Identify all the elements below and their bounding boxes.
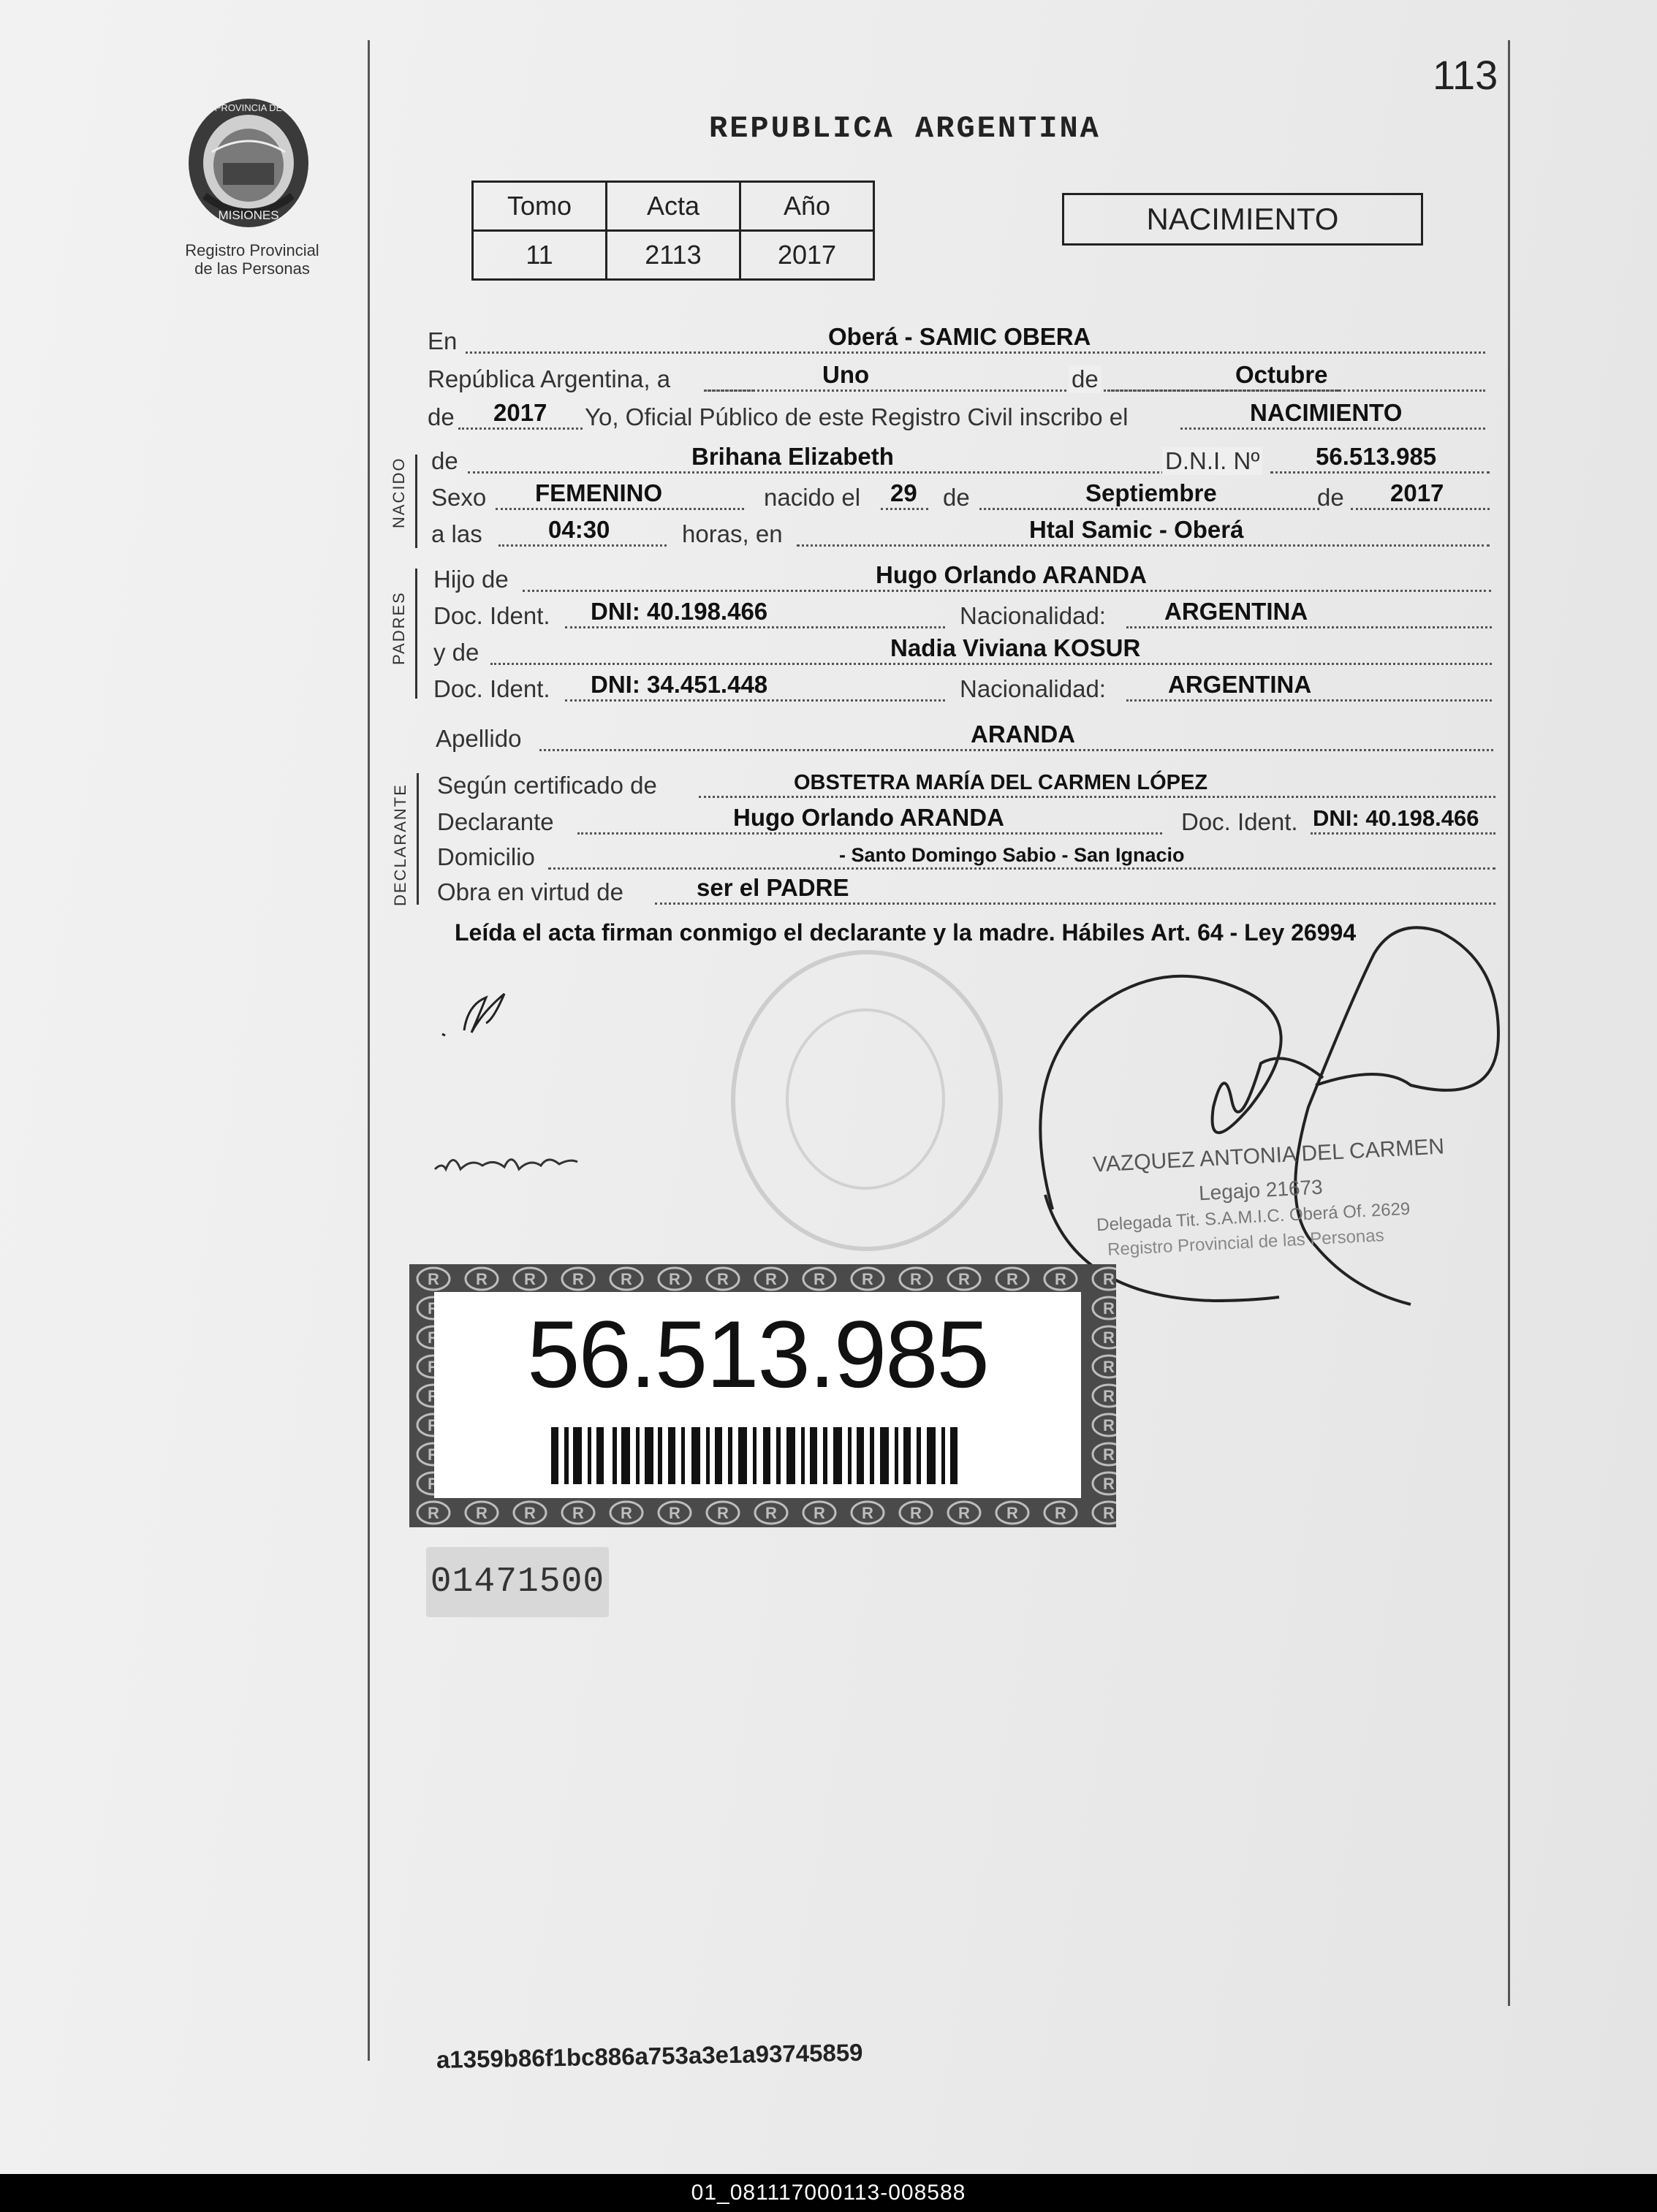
value-tipo-inscripcion: NACIMIENTO — [1250, 399, 1403, 426]
label-certificado: Según certificado de — [437, 772, 657, 799]
dots — [797, 544, 1490, 547]
value-anio-inscripcion: 2017 — [493, 399, 547, 426]
label-nacido-el: nacido el — [764, 484, 861, 511]
label-obra: Obra en virtud de — [437, 878, 623, 905]
label-republica: República Argentina, a — [428, 365, 671, 392]
label-doc-ident-declarante: Doc. Ident. — [1181, 808, 1298, 835]
row-padre-doc — [433, 598, 1493, 631]
dots — [539, 749, 1493, 751]
nacido-section-label: NACIDO — [390, 457, 408, 528]
row-fecha — [428, 361, 1487, 395]
label-de-mes: de — [943, 484, 970, 511]
label-oficial: Yo, Oficial Público de este Registro Civil inscribo el — [585, 403, 1129, 430]
document-hash: a1359b86f1bc886a753a3e1a93745859 — [436, 2038, 863, 2073]
value-certificado: OBSTETRA MARÍA DEL CARMEN LÓPEZ — [794, 771, 1208, 794]
row-nacido-nombre — [431, 443, 1491, 476]
label-de2: de — [428, 403, 455, 430]
value-mes-nacimiento: Septiembre — [1085, 479, 1217, 506]
declarant-signature — [435, 983, 537, 1049]
dots — [655, 902, 1495, 905]
label-horas-en: horas, en — [682, 520, 783, 547]
value-lugar-inscripcion: Oberá - SAMIC OBERA — [828, 323, 1091, 350]
acta-value-tomo: 11 — [473, 231, 607, 280]
logo-caption — [150, 241, 354, 278]
label-declarante: Declarante — [437, 808, 554, 835]
document-title: REPUBLICA ARGENTINA — [709, 111, 1101, 146]
value-domicilio: - Santo Domingo Sabio - San Ignacio — [839, 844, 1185, 866]
value-dia-inscripcion: Uno — [822, 361, 870, 388]
value-padre-nac: ARGENTINA — [1164, 598, 1308, 625]
registry-stamp-inner — [786, 1008, 945, 1190]
dots — [523, 590, 1491, 592]
value-hora: 04:30 — [548, 516, 610, 543]
row-oficial — [428, 399, 1487, 433]
dots — [1126, 699, 1492, 702]
official-registry: Registro Provincial de las Personas — [1107, 1225, 1385, 1260]
dots — [1270, 471, 1490, 474]
dni-sticker — [409, 1264, 1116, 1527]
label-dni: D.N.I. Nº — [1162, 447, 1262, 475]
row-madre-doc — [433, 671, 1493, 704]
footer-id-bar: 01_081117000113-008588 — [0, 2174, 1657, 2212]
value-sexo: FEMENINO — [535, 479, 663, 506]
label-sexo: Sexo — [431, 484, 487, 511]
mother-signature — [431, 1136, 592, 1180]
value-madre-doc: DNI: 34.451.448 — [591, 671, 768, 698]
dots — [699, 796, 1495, 798]
label-nacionalidad-madre: Nacionalidad: — [960, 675, 1106, 702]
nacido-section-bar — [415, 455, 417, 548]
padres-section-label: PADRES — [390, 591, 408, 665]
seal-top-text: PROVINCIA DE — [214, 102, 283, 113]
row-padre — [433, 561, 1493, 595]
value-anio-nacimiento: 2017 — [1390, 479, 1444, 506]
label-doc-ident: Doc. Ident. — [433, 602, 550, 629]
acta-table — [471, 180, 875, 281]
dots — [496, 508, 744, 510]
dots — [548, 867, 1495, 870]
acta-header-tomo: Tomo — [473, 182, 607, 231]
value-declarante: Hugo Orlando ARANDA — [733, 804, 1004, 831]
label-de-anio: de — [1317, 484, 1344, 511]
label-hijo-de: Hijo de — [433, 566, 509, 593]
row-declarante — [437, 804, 1497, 837]
value-dni-nacido: 56.513.985 — [1316, 443, 1437, 470]
official-legajo: Legajo 21673 — [1198, 1175, 1324, 1205]
row-obra — [437, 874, 1497, 908]
padres-section-bar — [415, 569, 417, 699]
row-madre — [433, 634, 1493, 668]
acta-value-anio: 2017 — [740, 231, 874, 280]
value-obra: ser el PADRE — [697, 874, 849, 901]
serial-number: 01471500 — [426, 1547, 609, 1617]
declarante-section-bar — [417, 773, 419, 905]
dots — [466, 351, 1485, 354]
seal-bottom-text: MISIONES — [218, 208, 279, 222]
label-en: En — [428, 327, 458, 354]
dots — [577, 832, 1162, 835]
label-nacionalidad: Nacionalidad: — [960, 602, 1106, 629]
value-padre: Hugo Orlando ARANDA — [876, 561, 1147, 588]
left-margin-line — [368, 40, 370, 2061]
row-certificado — [437, 770, 1497, 801]
barcode — [551, 1427, 960, 1484]
legal-text: Leída el acta firman conmigo el declarante y la madre. Hábiles Art. 64 - Ley 26994 — [455, 919, 1357, 946]
label-y-de: y de — [433, 639, 479, 666]
sticker-dni-number: 56.513.985 — [527, 1301, 988, 1407]
value-declarante-doc: DNI: 40.198.466 — [1313, 805, 1479, 831]
dots — [565, 626, 945, 628]
value-madre: Nadia Viviana KOSUR — [890, 634, 1141, 661]
dots — [979, 508, 1319, 510]
dots — [1311, 832, 1495, 835]
dots — [468, 471, 1199, 474]
value-padre-doc: DNI: 40.198.466 — [591, 598, 768, 625]
value-madre-nac: ARGENTINA — [1168, 671, 1312, 698]
acta-header-anio: Año — [740, 182, 874, 231]
label-domicilio: Domicilio — [437, 843, 535, 870]
dots — [1107, 389, 1485, 392]
declarante-section-label: DECLARANTE — [391, 783, 409, 906]
dots — [498, 544, 667, 547]
dots — [1126, 626, 1492, 628]
label-de: de — [1069, 365, 1101, 393]
dots — [1180, 427, 1485, 430]
sticker-label — [434, 1292, 1081, 1498]
row-nacido-sexo — [431, 479, 1491, 513]
official-name: VAZQUEZ ANTONIA DEL CARMEN — [1092, 1134, 1445, 1177]
page-number: 113 — [1433, 52, 1498, 98]
dots — [458, 427, 583, 430]
dots — [565, 699, 945, 702]
dots — [881, 508, 928, 510]
province-seal-logo — [183, 94, 314, 232]
row-domicilio — [437, 842, 1497, 873]
dots — [1351, 508, 1490, 510]
logo-caption-line1: Registro Provincial — [185, 241, 319, 259]
dots — [490, 663, 1492, 665]
row-nacido-hora — [431, 516, 1491, 550]
official-office: Delegada Tit. S.A.M.I.C. Oberá Of. 2629 — [1096, 1198, 1411, 1236]
logo-caption-line2: de las Personas — [194, 259, 310, 278]
acta-header-acta: Acta — [607, 182, 740, 231]
row-en — [428, 323, 1487, 357]
acta-value-acta: 2113 — [607, 231, 740, 280]
label-de-nacido: de — [431, 447, 458, 474]
row-apellido — [436, 723, 1495, 754]
label-doc-ident-madre: Doc. Ident. — [433, 675, 550, 702]
label-a-las: a las — [431, 520, 482, 547]
value-lugar-nacimiento: Htal Samic - Oberá — [1029, 516, 1244, 543]
value-mes-inscripcion: Octubre — [1235, 361, 1328, 388]
label-apellido: Apellido — [436, 725, 522, 752]
value-dia-nacimiento: 29 — [890, 479, 917, 506]
record-type-box: NACIMIENTO — [1062, 193, 1423, 246]
value-nombre-nacido: Brihana Elizabeth — [691, 443, 894, 470]
value-apellido: ARANDA — [971, 721, 1075, 748]
